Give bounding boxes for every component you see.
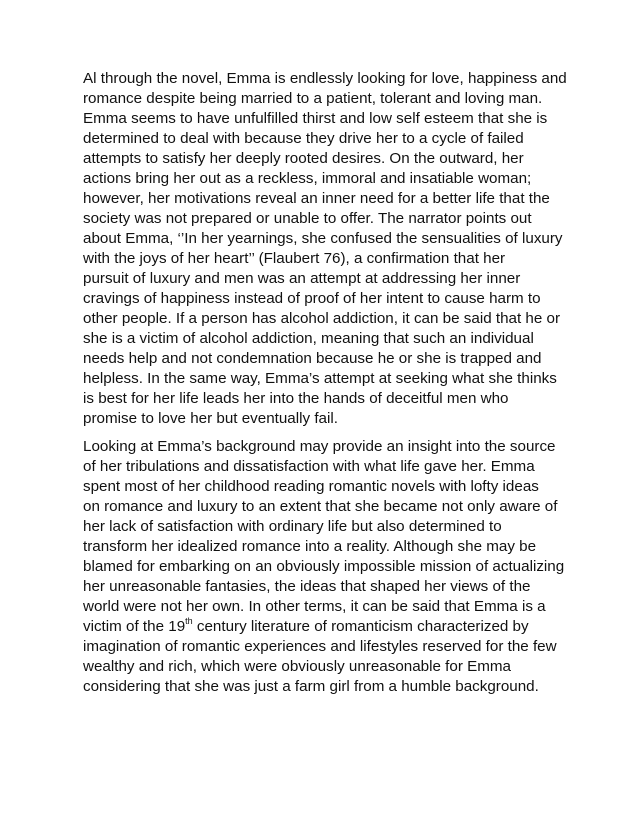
text-line: wealthy and rich, which were obviously unreasonable for Emma bbox=[83, 658, 511, 675]
text-line: blamed for embarking on an obviously impossible mission of actualizing bbox=[83, 558, 565, 575]
text-line: of her tribulations and dissatisfaction with what life gave her. Emma bbox=[83, 458, 535, 475]
text-line: spent most of her childhood reading romantic novels with lofty ideas bbox=[83, 478, 539, 495]
text-line: however, her motivations reveal an inner need for a better life that the bbox=[83, 190, 550, 207]
text-line: attempts to satisfy her deeply rooted desires. On the outward, her bbox=[83, 150, 524, 167]
paragraph-spacer bbox=[83, 429, 565, 437]
text-line: Emma seems to have unfulfilled thirst and low self esteem that she is bbox=[83, 110, 548, 127]
text-line: needs help and not condemnation because he or she is trapped and bbox=[83, 350, 542, 367]
text-line: other people. If a person has alcohol addiction, it can be said that he or bbox=[83, 310, 561, 327]
text-line: promise to love her but eventually fail. bbox=[83, 410, 338, 427]
text-line: on romance and luxury to an extent that she became not only aware of bbox=[83, 498, 558, 515]
text-line: Looking at Emma’s background may provide an insight into the source bbox=[83, 438, 556, 455]
text-line: pursuit of luxury and men was an attempt at addressing her inner bbox=[83, 270, 521, 287]
text-line: romance despite being married to a patient, tolerant and loving man. bbox=[83, 90, 543, 107]
paragraph-1 bbox=[83, 69, 565, 429]
superscript-ordinal: th bbox=[185, 615, 193, 626]
text-line: is best for her life leads her into the hands of deceitful men who bbox=[83, 390, 509, 407]
text-line: her unreasonable fantasies, the ideas that shaped her views of the bbox=[83, 578, 531, 595]
text-line: her lack of satisfaction with ordinary life but also determined to bbox=[83, 518, 502, 535]
text-line: she is a victim of alcohol addiction, meaning that such an individual bbox=[83, 330, 534, 347]
text-line: with the joys of her heart’’ (Flaubert 76), a confirmation that her bbox=[83, 250, 506, 267]
text-line: world were not her own. In other terms, it can be said that Emma is a bbox=[83, 598, 546, 615]
text-line-with-superscript bbox=[83, 617, 565, 637]
line-text-after-sup: century literature of romanticism characterized by bbox=[192, 618, 529, 635]
body-text bbox=[83, 69, 565, 697]
text-line: determined to deal with because they drive her to a cycle of failed bbox=[83, 130, 524, 147]
text-line: society was not prepared or unable to offer. The narrator points out bbox=[83, 210, 532, 227]
paragraph-2 bbox=[83, 437, 565, 697]
text-line: considering that she was just a farm girl from a humble background. bbox=[83, 678, 539, 695]
text-line: Al through the novel, Emma is endlessly looking for love, happiness and bbox=[83, 70, 567, 87]
line-text-before-sup: victim of the 19 bbox=[83, 618, 186, 635]
text-line: actions bring her out as a reckless, immoral and insatiable woman; bbox=[83, 170, 532, 187]
text-line: imagination of romantic experiences and lifestyles reserved for the few bbox=[83, 638, 557, 655]
text-line: cravings of happiness instead of proof of her intent to cause harm to bbox=[83, 290, 541, 307]
text-line: transform her idealized romance into a reality. Although she may be bbox=[83, 538, 537, 555]
text-line: helpless. In the same way, Emma’s attempt at seeking what she thinks bbox=[83, 370, 557, 387]
text-line: about Emma, ‘’In her yearnings, she confused the sensualities of luxury bbox=[83, 230, 563, 247]
